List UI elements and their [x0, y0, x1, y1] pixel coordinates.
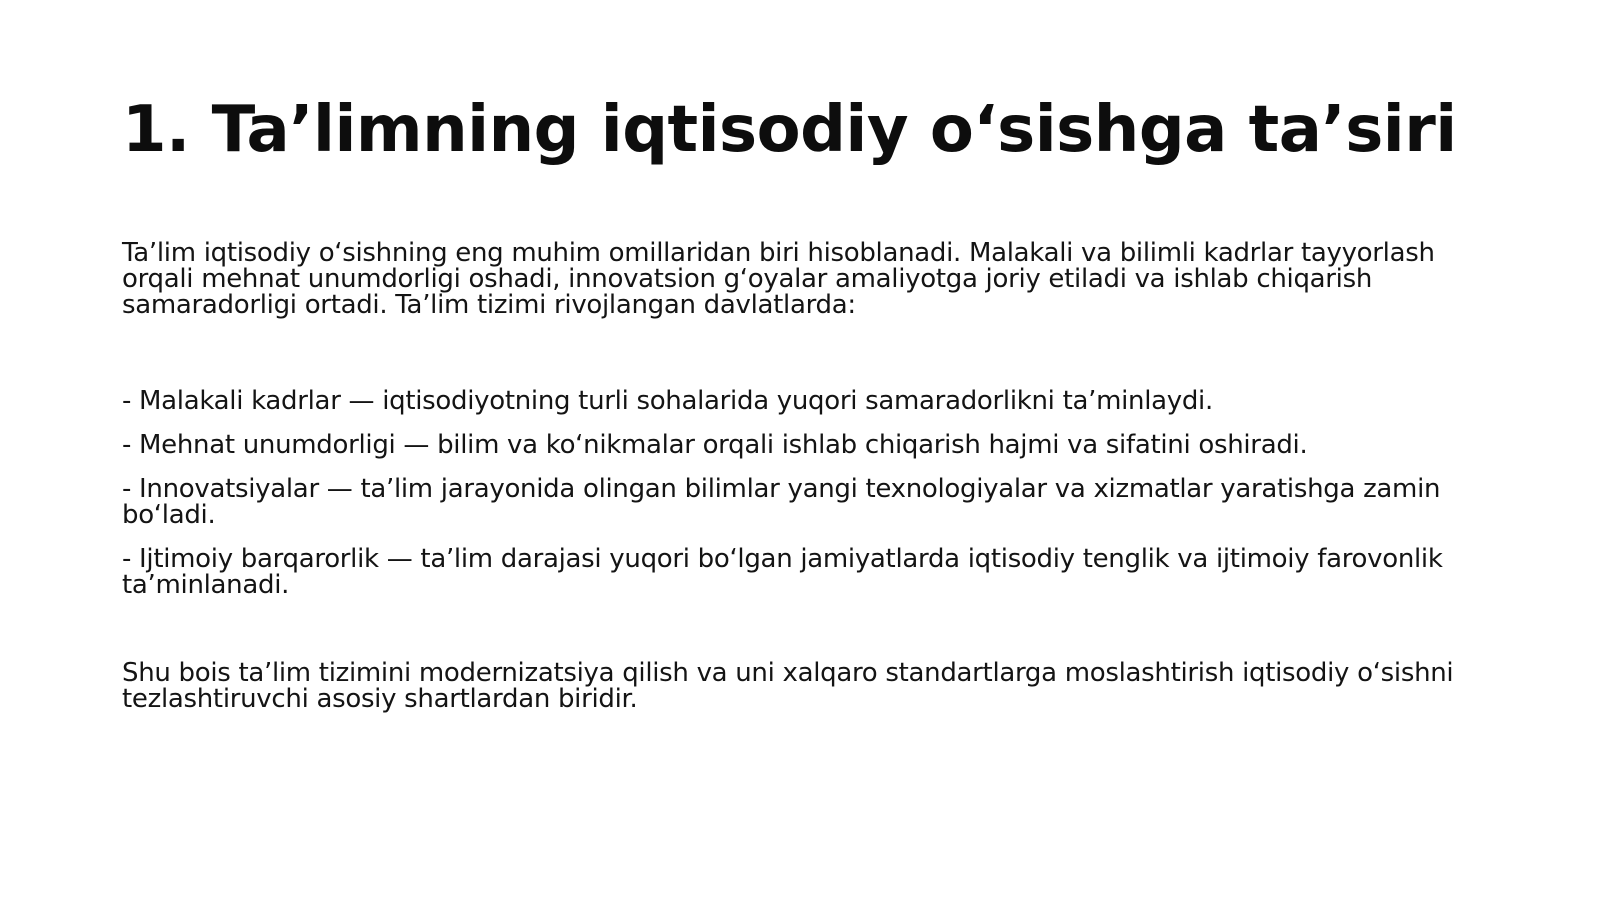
- bullet-item-innovations: - Innovatsiyalar — ta’lim jarayonida olingan bilimlar yangi texnologiyalar va xizmatlar yaratishga zamin bo‘ladi.: [122, 474, 1441, 530]
- intro-paragraph: Ta’lim iqtisodiy o‘sishning eng muhim omillaridan biri hisoblanadi. Malakali va bilimli kadrlar tayyorlash orqali mehnat unumdorligi oshadi, innovatsion g‘oyalar amaliyotga joriy etiladi va ishlab chiqarish samaradorligi ortadi. Ta’lim tizimi rivojlangan davlatlarda:: [122, 238, 1435, 320]
- slide-body: [122, 240, 1482, 712]
- slide-title: 1. Ta’limning iqtisodiy o‘sishga ta’siri: [122, 93, 1457, 167]
- bullet-item-social-stability: - Ijtimoiy barqarorlik — ta’lim darajasi yuqori bo‘lgan jamiyatlarda iqtisodiy tenglik va ijtimoiy farovonlik ta’minlanadi.: [122, 544, 1443, 600]
- closing-paragraph: Shu bois ta’lim tizimini modernizatsiya qilish va uni xalqaro standartlarga moslashtirish iqtisodiy o‘sishni tezlashtiruvchi asosiy shartlardan biridir.: [122, 658, 1454, 714]
- bullet-item-labor-productivity: - Mehnat unumdorligi — bilim va ko‘nikmalar orqali ishlab chiqarish hajmi va sifatini oshiradi.: [122, 430, 1308, 460]
- bullet-item-qualified-staff: - Malakali kadrlar — iqtisodiyotning turli sohalarida yuqori samaradorlikni ta’minlaydi.: [122, 386, 1213, 416]
- bullet-list: [122, 388, 1482, 598]
